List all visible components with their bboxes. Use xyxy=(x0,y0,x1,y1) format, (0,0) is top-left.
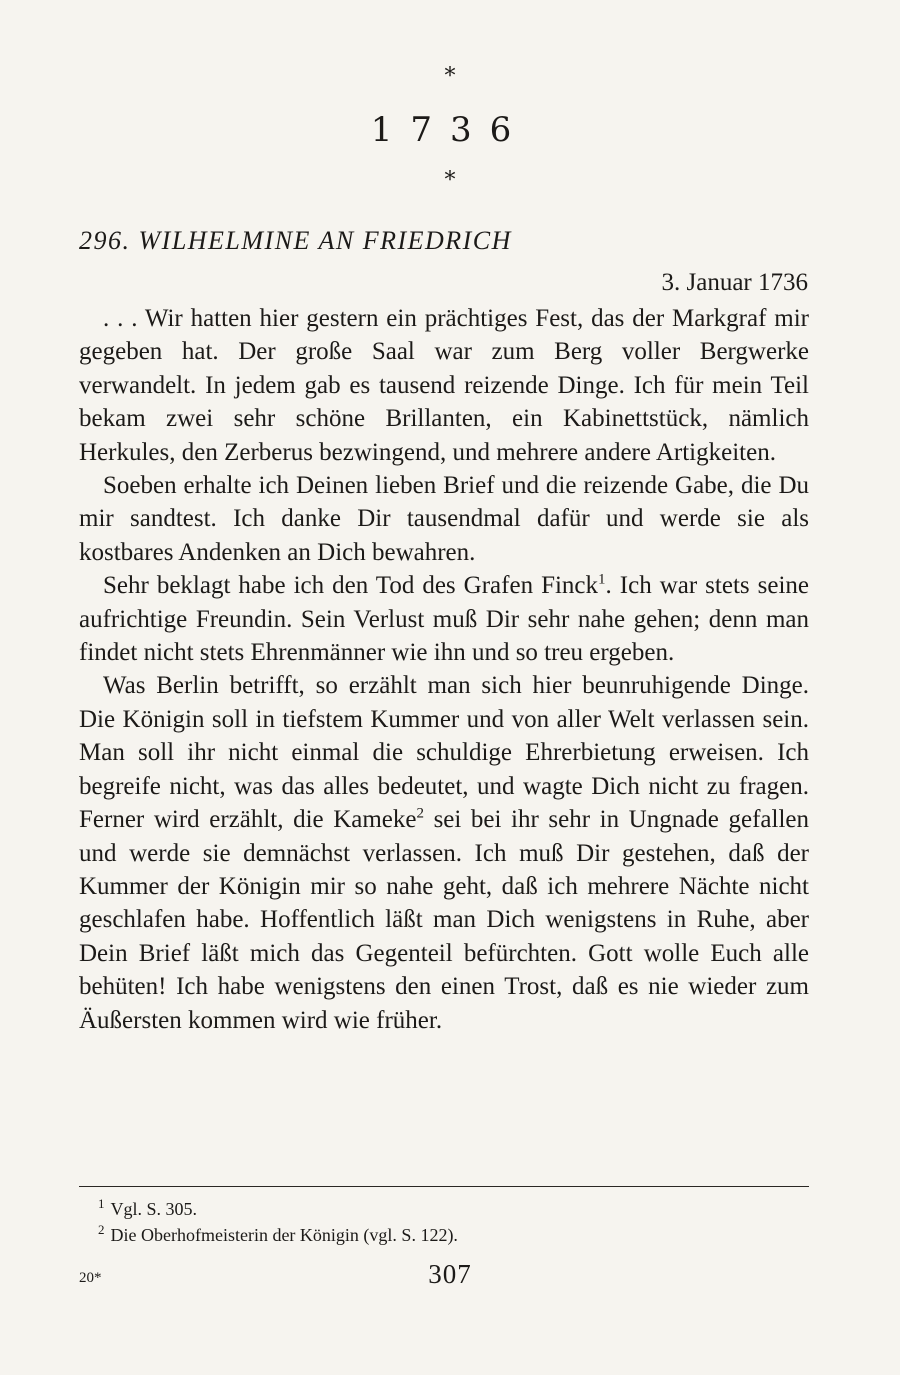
paragraph-4-text-end: sei bei ihr sehr in Ungnade gefallen und werde sie demnächst verlassen. Ich muß Dir gestehen, daß der Kummer der Königin mir so nahe geht, daß ich mehrere Nächte nicht geschlafen habe. Hoffentlich läßt man Dich wenigstens in Ruhe, aber Dein Brief läßt mich das Gegenteil befürchten. Gott wolle Euch alle behüten! Ich habe wenigstens den einen Trost, daß es nie wieder zum Äußersten kommen wird wie früher. xyxy=(79,806,809,1034)
footnote-reference-1: 1 xyxy=(598,571,606,588)
ornament-star-top: * xyxy=(444,64,456,89)
footnote-1-mark: 1 xyxy=(98,1196,105,1211)
page-number: 307 xyxy=(428,1259,472,1289)
footnote-reference-2: 2 xyxy=(416,805,424,822)
paragraph-4-text-start: Was Berlin betrifft, so erzählt man sich hier beunruhigende Dinge. Die Königin soll in tiefstem Kummer und von aller Welt verlassen sein. Man soll ihr nicht einmal die schuldige Ehrerbietung erweisen. Ich begreife nicht, was das alles bedeutet, und wagte Dich nicht zu fragen. Ferner wird erzählt, die Kameke xyxy=(79,672,809,834)
paragraph-2: Soeben erhalte ich Deinen lieben Brief und die reizende Gabe, die Du mir sandtest. Ich danke Dir tausendmal dafür und werde sie als kostbares Andenken an Dich bewahren. xyxy=(79,472,809,566)
letter-title: WILHELMINE AN FRIEDRICH xyxy=(138,226,512,255)
letter-body xyxy=(79,302,809,1037)
ornament-star-bottom: * xyxy=(444,168,456,193)
paragraph-3-text-end: . Ich war stets seine aufrichtige Freundin. Sein Verlust muß Dir sehr nahe gehen; denn man findet nicht stets Ehrenmänner wie ihn und so treu ergeben. xyxy=(79,572,809,667)
footnote-2-mark: 2 xyxy=(98,1222,105,1237)
footnotes xyxy=(98,1196,798,1248)
paragraph-4 xyxy=(79,669,809,1036)
footnote-2 xyxy=(98,1222,798,1248)
letter-number: 296. xyxy=(79,226,131,255)
paragraph-3 xyxy=(79,569,809,669)
footnote-2-text: Die Oberhofmeisterin der Königin (vgl. S. 122). xyxy=(110,1225,458,1245)
paragraph-3-text-start: Sehr beklagt habe ich den Tod des Grafen Finck xyxy=(103,572,599,600)
section-year-heading: 1736 xyxy=(370,110,530,150)
footnote-1 xyxy=(98,1196,798,1222)
letter-date: 3. Januar 1736 xyxy=(661,269,808,296)
letter-heading xyxy=(79,224,512,258)
footnote-1-text: Vgl. S. 305. xyxy=(110,1199,198,1219)
footnote-separator xyxy=(79,1186,809,1187)
printer-signature-mark: 20* xyxy=(79,1270,102,1286)
paragraph-1: . . . Wir hatten hier gestern ein prächtiges Fest, das der Markgraf mir gegeben hat. Der große Saal war zum Berg voller Bergwerke verwandelt. In jedem gab es tausend reizende Dinge. Ich für mein Teil bekam zwei sehr schöne Brillanten, ein Kabinettstück, nämlich Herkules, den Zerberus bezwingend, und mehrere andere Artigkeiten. xyxy=(79,305,809,466)
